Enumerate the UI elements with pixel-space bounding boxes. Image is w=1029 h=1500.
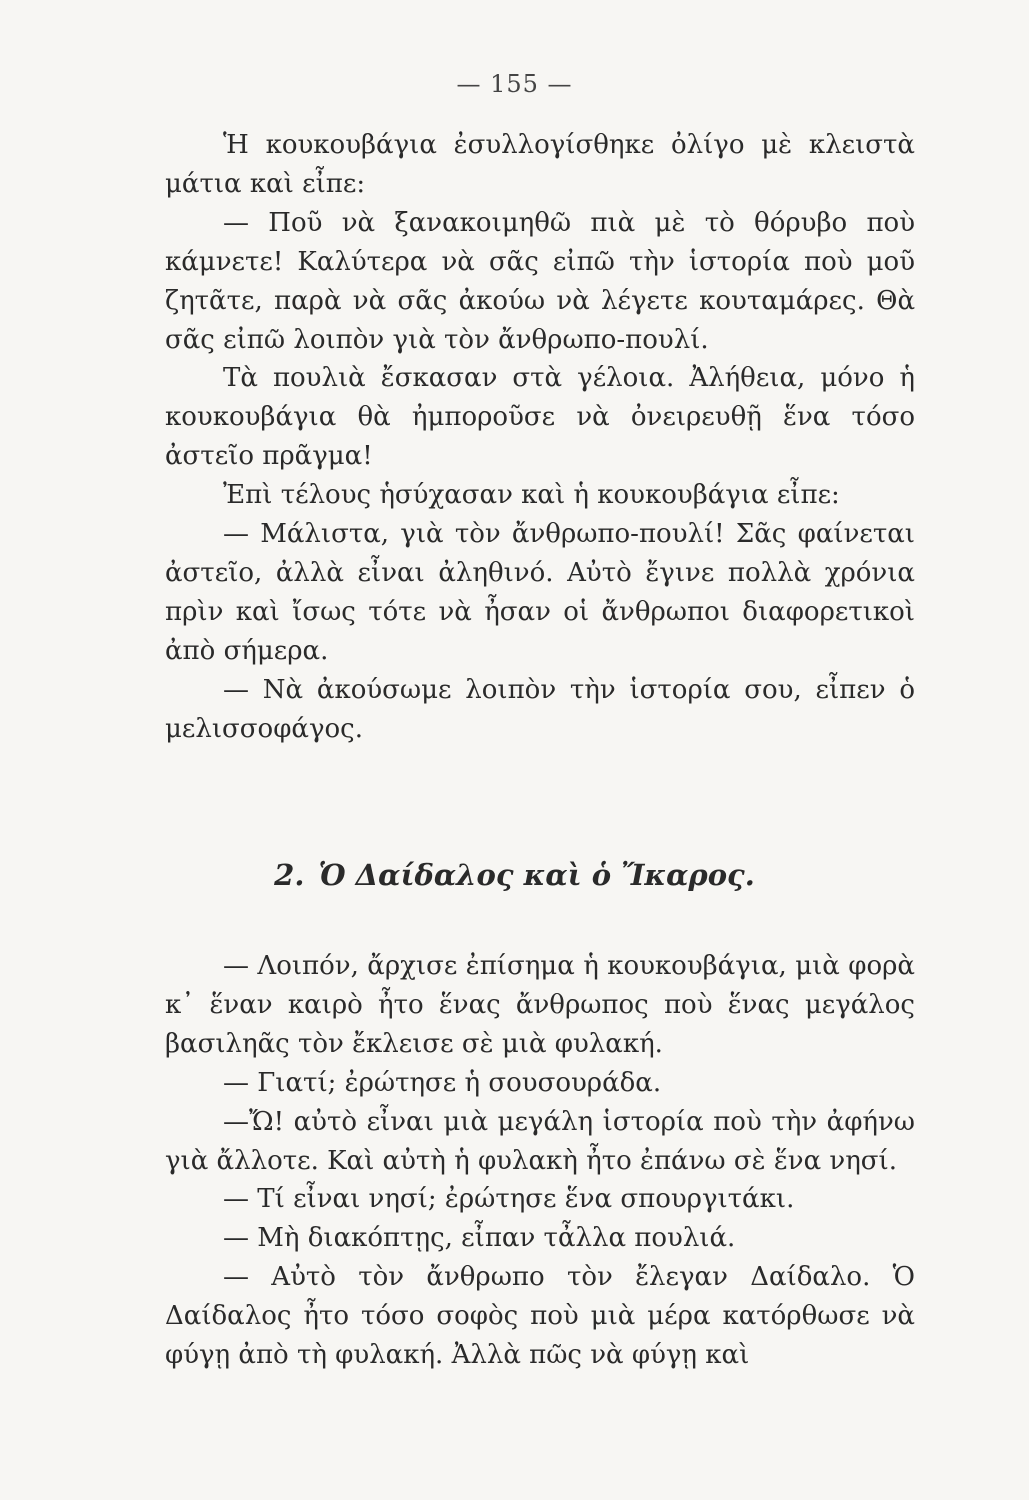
section-heading — [0, 858, 1029, 892]
paragraph: — Μὴ διακόπτῃς, εἶπαν τἆλλα πουλιά. — [223, 1223, 736, 1254]
paragraph: — Τί εἶναι νησί; ἐρώτησε ἕνα σπουργιτάκι. — [223, 1184, 795, 1215]
section-number: 2. — [274, 858, 305, 892]
paragraph: — Ποῦ νὰ ξανακοιμηθῶ πιὰ μὲ τὸ θόρυβο ποὺ κάμνετε! Καλύτερα νὰ σᾶς εἰπῶ τὴν ἱστορία ποὺ μοῦ ζητᾶτε, παρὰ νὰ σᾶς ἀκούω νὰ λέγετε κουταμάρες. Θὰ σᾶς εἰπῶ λοιπὸν γιὰ τὸν ἄνθρωπο-πουλί. — [165, 207, 915, 355]
paragraph: — Νὰ ἀκούσωμε λοιπὸν τὴν ἱστορία σου, εἶπεν ὁ μελισσοφάγος. — [165, 674, 915, 744]
paragraph: Τὰ πουλιὰ ἔσκασαν στὰ γέλοια. Ἀλήθεια, μόνο ἡ κουκουβάγια θὰ ἠμποροῦσε νὰ ὀνειρευθῇ ἕνα τόσο ἀστεῖο πρᾶγμα! — [165, 363, 915, 472]
paragraph: — Μάλιστα, γιὰ τὸν ἄνθρωπο-πουλί! Σᾶς φαίνεται ἀστεῖο, ἀλλὰ εἶναι ἀληθινό. Αὐτὸ ἔγινε πολλὰ χρόνια πρὶν καὶ ἴσως τότε νὰ ἦσαν οἱ ἄνθρωποι διαφορετικοὶ ἀπὸ σήμερα. — [165, 519, 915, 666]
paragraph: Ἡ κουκουβάγια ἐσυλλογίσθηκε ὀλίγο μὲ κλειστὰ μάτια καὶ εἶπε: — [165, 130, 915, 199]
section-title: Ὁ Δαίδαλος καὶ ὁ Ἴκαρος. — [318, 858, 755, 892]
paragraph: Ἐπὶ τέλους ἡσύχασαν καὶ ἡ κουκουβάγια εἶπε: — [223, 480, 840, 511]
paragraph: — Αὐτὸ τὸν ἄνθρωπο τὸν ἔλεγαν Δαίδαλο. Ὁ Δαίδαλος ἦτο τόσο σοφὸς ποὺ μιὰ μέρα κατόρθωσε νὰ φύγῃ ἀπὸ τὴ φυλακή. Ἀλλὰ πῶς νὰ φύγῃ καὶ — [165, 1262, 915, 1371]
text-block-before-heading — [165, 126, 915, 749]
paragraph: — Λοιπόν, ἄρχισε ἐπίσημα ἡ κουκουβάγια, μιὰ φορὰ κ᾽ ἕναν καιρὸ ἦτο ἕνας ἄνθρωπος ποὺ ἕνας μεγάλος βασιληᾶς τὸν ἔκλεισε σὲ μιὰ φυλακή. — [165, 951, 915, 1059]
page-number: — 155 — — [456, 70, 573, 98]
paragraph: — Γιατί; ἐρώτησε ἡ σουσουράδα. — [223, 1067, 662, 1098]
text-block-after-heading — [165, 947, 915, 1375]
paragraph: —Ὤ! αὐτὸ εἶναι μιὰ μεγάλη ἱστορία ποὺ τὴν ἀφήνω γιὰ ἄλλοτε. Καὶ αὐτὴ ἡ φυλακὴ ἦτο ἐπάνω σὲ ἕνα νησί. — [165, 1106, 915, 1176]
